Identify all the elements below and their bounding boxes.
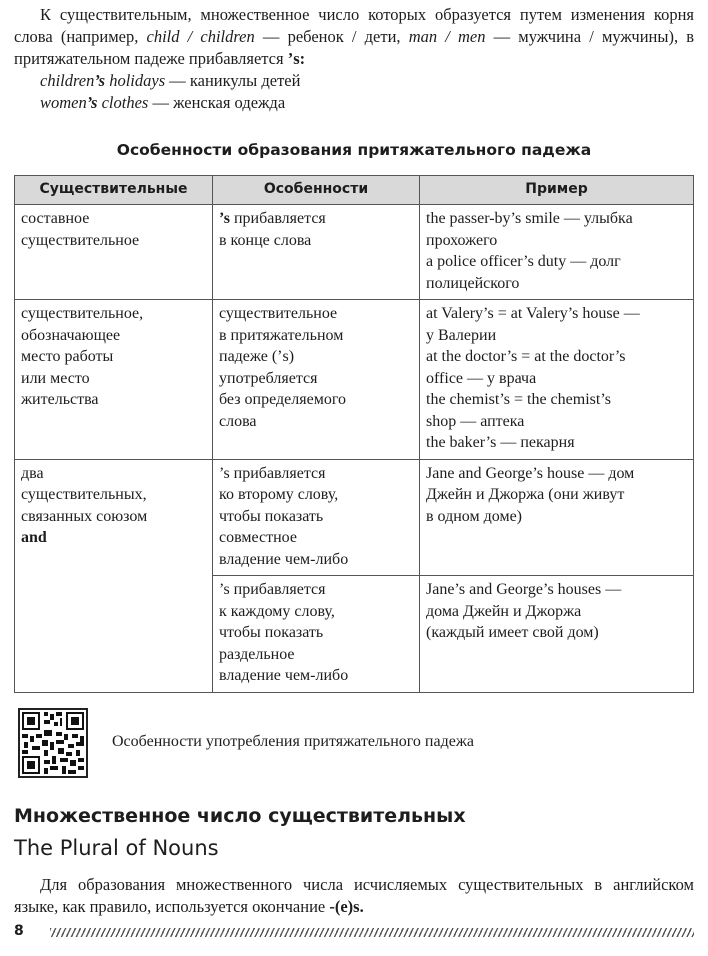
cell-noun (15, 459, 213, 692)
cell-line: в одном доме) (426, 507, 523, 525)
cell-line: дома Джейн и Джоржа (426, 602, 582, 620)
cell-line: раздельное (219, 645, 295, 663)
table-row (15, 300, 694, 460)
header-nouns: Существительные (15, 176, 213, 205)
plural-ending: -(e)s. (329, 897, 364, 916)
cell-line: ко второму слову, (219, 486, 339, 503)
cell-line: существительных, (21, 486, 147, 503)
cell-text: прибавляется (229, 210, 326, 227)
cell-line: обозначающее (21, 326, 121, 344)
intro-example-child: child / children (146, 27, 255, 46)
cell-line: место работы (21, 348, 114, 365)
cell-line: ’s прибавляется (219, 464, 326, 482)
cell-line: падеже (’s) (219, 348, 295, 365)
cell-example (420, 576, 694, 693)
possessive-rules-table (14, 175, 694, 693)
cell-example (420, 205, 694, 300)
cell-line: the chemist’s = the chemist’s (426, 391, 611, 408)
intro-suffix: ’s: (287, 49, 306, 68)
conjunction-bold: and (21, 529, 47, 546)
cell-line: два (21, 464, 44, 482)
cell-feature (213, 459, 420, 576)
intro-text-part1: К существительным, множественное число которых образуется путем изменения корня слова (например, (14, 5, 694, 46)
example-word: holidays (105, 71, 166, 90)
cell-line (219, 208, 413, 230)
cell-line: существительное (21, 231, 140, 249)
example-word: clothes (97, 93, 149, 112)
plural-text (14, 874, 694, 918)
cell-line: существительное, (21, 305, 144, 322)
cell-line: Jane’s and George’s houses — (426, 581, 622, 598)
example-suffix: ’s (94, 71, 106, 90)
cell-line: the baker’s — пекарня (426, 434, 575, 451)
intro-text-part2: — ребенок / дети, (254, 27, 409, 46)
cell-line: без определяемого (219, 391, 346, 408)
cell-line: связанных союзом (21, 507, 148, 525)
cell-feature (213, 205, 420, 300)
intro-example-line (14, 92, 694, 114)
cell-line: к каждому слову, (219, 602, 335, 620)
cell-line: в конце слова (219, 231, 312, 249)
cell-line: Jane and George’s house — дом (426, 464, 635, 482)
example-word: women (40, 93, 87, 112)
cell-line: a police officer’s duty — долг (426, 253, 621, 270)
cell-line: полицейского (426, 274, 520, 292)
section-title: Множественное число существительных (14, 805, 466, 827)
plural-text-main: Для образования множественного числа исчисляемых существительных в английском языке, как правило, используется окончание (14, 875, 694, 916)
cell-example (420, 300, 694, 460)
cell-line: владение чем-либо (219, 550, 349, 568)
example-translation: — каникулы детей (165, 71, 301, 90)
example-translation: — женская одежда (148, 93, 286, 112)
intro-text-part3: — мужчина / мужчины), в притяжательном падеже прибавляется (14, 27, 695, 68)
qr-caption: Особенности употребления притяжательного падежа (112, 733, 474, 750)
page-number: 8 (14, 923, 24, 939)
cell-line: Джейн и Джоржа (они живут (426, 486, 625, 503)
intro-paragraph (14, 4, 694, 114)
cell-feature (213, 300, 420, 460)
footer-hatch-decoration (50, 928, 694, 937)
suffix-bold: ’s (219, 210, 230, 227)
cell-line: в притяжательном (219, 326, 344, 344)
cell-line: употребляется (219, 369, 318, 387)
cell-line: совместное (219, 529, 297, 546)
cell-example (420, 459, 694, 576)
header-example: Пример (420, 176, 694, 205)
table-row (15, 205, 694, 300)
cell-noun (15, 300, 213, 460)
cell-line: ’s прибавляется (219, 581, 326, 598)
section-subtitle: The Plural of Nouns (14, 836, 219, 860)
cell-line: (каждый имеет свой дом) (426, 624, 599, 641)
table-row (15, 459, 694, 576)
intro-example-man: man / men (408, 27, 486, 46)
cell-line: владение чем-либо (219, 667, 349, 684)
cell-line: at Valery’s = at Valery’s house — (426, 305, 640, 322)
cell-line: жительства (21, 391, 99, 408)
cell-line: чтобы показать (219, 507, 324, 525)
cell-line: или место (21, 369, 90, 387)
example-word: children (40, 71, 95, 90)
cell-feature (213, 576, 420, 693)
table-header-row (15, 176, 694, 205)
qr-code-graphic (20, 710, 86, 776)
cell-line: прохожего (426, 231, 498, 249)
qr-code-icon[interactable] (18, 708, 88, 778)
intro-example-line (14, 70, 694, 92)
cell-line: at the doctor’s = at the doctor’s (426, 348, 626, 365)
table-title: Особенности образования притяжательного падежа (116, 141, 592, 159)
cell-line: the passer-by’s smile — улыбка (426, 210, 633, 227)
header-features: Особенности (213, 176, 420, 205)
cell-line: shop — аптека (426, 412, 525, 430)
plural-paragraph (14, 874, 694, 918)
cell-line: существительное (219, 305, 338, 322)
intro-text (14, 4, 694, 70)
cell-line: у Валерии (426, 326, 497, 344)
cell-noun (15, 205, 213, 300)
example-suffix: ’s (86, 93, 98, 112)
cell-line: составное (21, 210, 90, 227)
cell-line: чтобы показать (219, 624, 324, 641)
cell-line: слова (219, 412, 257, 430)
cell-line: office — у врача (426, 369, 537, 387)
